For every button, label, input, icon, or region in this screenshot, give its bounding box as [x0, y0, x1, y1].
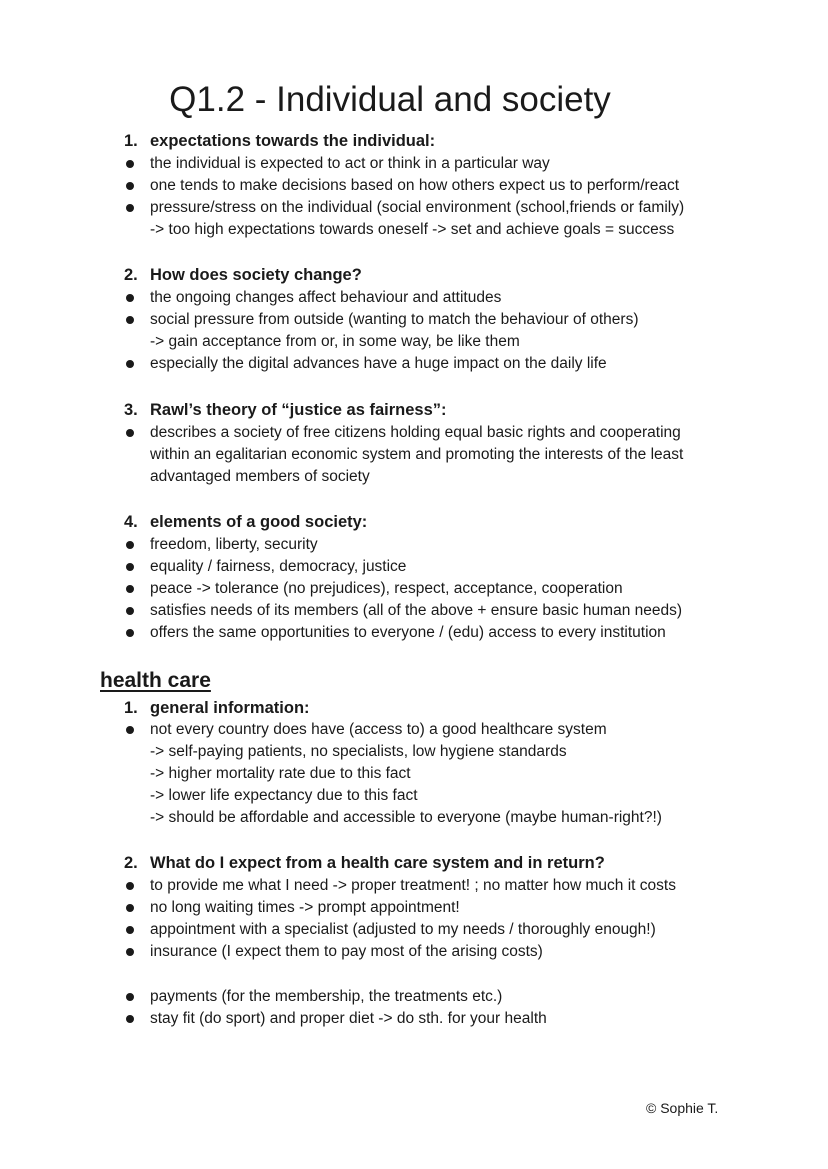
- list-item: equality / fairness, democracy, justice: [150, 558, 407, 575]
- list-item: peace -> tolerance (no prejudices), respect, acceptance, cooperation: [150, 580, 623, 597]
- bullet-icon: [126, 541, 134, 549]
- section-heading: [124, 264, 362, 286]
- list-item: appointment with a specialist (adjusted to my needs / thoroughly enough!): [150, 921, 656, 938]
- section-number: 2.: [124, 854, 138, 872]
- bullet-icon: [126, 204, 134, 212]
- bullet-icon: [126, 563, 134, 571]
- bullet-icon: [126, 429, 134, 437]
- section-number: 4.: [124, 513, 138, 531]
- bullet-icon: [126, 607, 134, 615]
- list-item: the individual is expected to act or think in a particular way: [150, 155, 550, 172]
- section-heading-text: general information:: [150, 699, 310, 717]
- bullet-icon: [126, 1015, 134, 1023]
- bullet-icon: [126, 926, 134, 934]
- section-heading: [124, 399, 446, 421]
- bullet-icon: [126, 904, 134, 912]
- section-number: 1.: [124, 699, 138, 717]
- list-item-continuation: -> gain acceptance from or, in some way, be like them: [150, 333, 520, 350]
- list-item: not every country does have (access to) a good healthcare system: [150, 721, 607, 738]
- list-item: one tends to make decisions based on how others expect us to perform/react: [150, 177, 680, 194]
- section-heading-text: expectations towards the individual:: [150, 132, 436, 150]
- section-number: 2.: [124, 266, 138, 284]
- section-number: 3.: [124, 401, 138, 419]
- bullet-icon: [126, 182, 134, 190]
- list-item: stay fit (do sport) and proper diet -> do sth. for your health: [150, 1010, 547, 1027]
- bullet-icon: [126, 360, 134, 368]
- section-heading-text: elements of a good society:: [150, 513, 368, 531]
- page-title: Q1.2 - Individual and society: [169, 80, 611, 119]
- list-item: describes a society of free citizens holding equal basic rights and cooperating: [150, 424, 681, 441]
- section-heading-text: How does society change?: [150, 266, 362, 284]
- list-item-continuation: -> too high expectations towards oneself -> set and achieve goals = success: [150, 221, 675, 238]
- list-item: insurance (I expect them to pay most of the arising costs): [150, 943, 543, 960]
- bullet-icon: [126, 316, 134, 324]
- list-item: pressure/stress on the individual (social environment (school,friends or family): [150, 199, 685, 216]
- bullet-icon: [126, 993, 134, 1001]
- bullet-icon: [126, 882, 134, 890]
- list-item: no long waiting times -> prompt appointment!: [150, 899, 460, 916]
- list-item: especially the digital advances have a huge impact on the daily life: [150, 355, 607, 372]
- section-heading: [124, 697, 310, 719]
- section-heading-text: Rawl’s theory of “justice as fairness”:: [150, 401, 447, 419]
- section-heading-text: What do I expect from a health care system and in return?: [150, 854, 605, 872]
- bullet-icon: [126, 160, 134, 168]
- list-item-continuation: -> self-paying patients, no specialists, low hygiene standards: [150, 743, 567, 760]
- section-heading: [124, 130, 435, 152]
- health-care-title: health care: [100, 669, 211, 692]
- bullet-icon: [126, 948, 134, 956]
- list-item: offers the same opportunities to everyone / (edu) access to every institution: [150, 624, 666, 641]
- list-item-continuation: advantaged members of society: [150, 468, 370, 485]
- list-item-continuation: -> higher mortality rate due to this fact: [150, 765, 411, 782]
- list-item: to provide me what I need -> proper treatment! ; no matter how much it costs: [150, 877, 676, 894]
- section-heading: [124, 511, 367, 533]
- bullet-icon: [126, 726, 134, 734]
- bullet-icon: [126, 629, 134, 637]
- list-item: freedom, liberty, security: [150, 536, 318, 553]
- list-item: social pressure from outside (wanting to match the behaviour of others): [150, 311, 639, 328]
- list-item-continuation: -> lower life expectancy due to this fact: [150, 787, 418, 804]
- bullet-icon: [126, 585, 134, 593]
- copyright-footer: © Sophie T.: [646, 1100, 719, 1116]
- list-item-continuation: -> should be affordable and accessible to everyone (maybe human-right?!): [150, 809, 662, 826]
- list-item: satisfies needs of its members (all of the above + ensure basic human needs): [150, 602, 683, 619]
- list-item-continuation: within an egalitarian economic system and promoting the interests of the least: [150, 446, 684, 463]
- list-item: the ongoing changes affect behaviour and attitudes: [150, 289, 502, 306]
- section-heading: [124, 852, 605, 874]
- list-item: payments (for the membership, the treatments etc.): [150, 988, 503, 1005]
- bullet-icon: [126, 294, 134, 302]
- section-number: 1.: [124, 132, 138, 150]
